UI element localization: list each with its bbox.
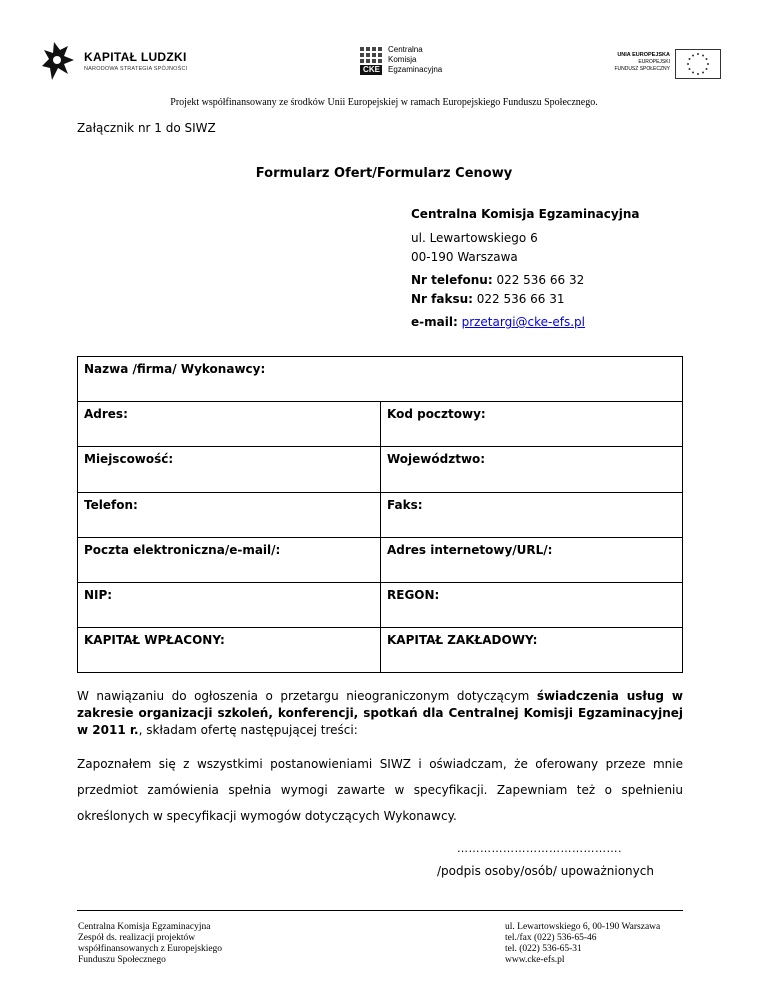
eu-text: UNIA EUROPEJSKA EUROPEJSKI FUNDUSZ SPOŁECZNY xyxy=(614,52,670,72)
province-field[interactable]: Województwo: xyxy=(381,447,683,493)
postal-code-field[interactable]: Kod pocztowy: xyxy=(381,402,683,447)
kapital-ludzki-logo xyxy=(40,40,200,82)
table-row xyxy=(78,402,683,447)
page-title: Formularz Ofert/Formularz Cenowy xyxy=(255,166,513,181)
kapital-ludzki-subtitle: NARODOWA STRATEGIA SPÓJNOŚCI xyxy=(84,66,188,72)
recipient-city: 00-190 Warszawa xyxy=(411,250,518,264)
address-field[interactable]: Adres: xyxy=(78,402,381,447)
footer-divider xyxy=(77,910,683,911)
table-row xyxy=(78,357,683,402)
fax-field[interactable]: Faks: xyxy=(381,493,683,538)
regon-field[interactable]: REGON: xyxy=(381,583,683,628)
intro-paragraph: W nawiązaniu do ogłoszenia o przetargu nieograniczonym dotyczącym świadczenia usług w zakresie organizacji szkoleń, konferencji, spotkań dla Centralnej Komisji Egzaminacyjnej w 2011 r., składam ofertę następującej treści: xyxy=(77,689,684,737)
phone-field[interactable]: Telefon: xyxy=(78,493,381,538)
city-field[interactable]: Miejscowość: xyxy=(78,447,381,493)
email-link[interactable]: przetargi@cke-efs.pl xyxy=(461,315,585,329)
recipient-email: e-mail: przetargi@cke-efs.pl xyxy=(411,315,585,329)
company-name-field[interactable]: Nazwa /firma/ Wykonawcy: xyxy=(78,357,683,402)
nip-field[interactable]: NIP: xyxy=(78,583,381,628)
table-row xyxy=(78,583,683,628)
eu-logo xyxy=(612,49,722,79)
project-note: Projekt współfinansowany ze środków Unii Europejskiej w ramach Europejskiego Funduszu Społecznego. xyxy=(170,97,598,108)
eu-flag-icon xyxy=(675,49,721,79)
declaration-paragraph: Zapoznałem się z wszystkimi postanowieniami SIWZ i oświadczam, że oferowany przeze mnie przedmiot zamówienia spełnia wymogi zawarte w specyfikacji. Zapewniam też o spełnieniu określonych w specyfikacji wymogów dotyczących Wykonawcy. xyxy=(77,757,683,823)
paid-capital-field[interactable]: KAPITAŁ WPŁACONY: xyxy=(78,628,381,673)
kapital-ludzki-emblem-icon xyxy=(40,40,76,82)
cke-logo xyxy=(360,45,470,77)
recipient-street: ul. Lewartowskiego 6 xyxy=(411,231,538,245)
table-row xyxy=(78,538,683,583)
signature-label: /podpis osoby/osób/ upoważnionych xyxy=(437,864,654,878)
email-field[interactable]: Poczta elektroniczna/e-mail/: xyxy=(78,538,381,583)
table-row xyxy=(78,493,683,538)
table-row xyxy=(78,447,683,493)
footer-left: Centralna Komisja Egzaminacyjna Zespół ds. realizacji projektów współfinansowanych z Europejskiego Funduszu Społecznego xyxy=(78,922,223,965)
url-field[interactable]: Adres internetowy/URL/: xyxy=(381,538,683,583)
signature-line[interactable]: ……………………………………. xyxy=(457,842,622,855)
recipient-name: Centralna Komisja Egzaminacyjna xyxy=(411,207,640,221)
table-row xyxy=(78,628,683,673)
recipient-fax: Nr faksu: 022 536 66 31 xyxy=(411,292,565,306)
recipient-phone: Nr telefonu: 022 536 66 32 xyxy=(411,273,585,287)
footer-right: ul. Lewartowskiego 6, 00-190 Warszawa tel./fax (022) 536-65-46 tel. (022) 536-65-31 www.cke-efs.pl xyxy=(505,922,661,965)
cke-badge: CKE xyxy=(363,65,380,74)
contractor-form-table xyxy=(77,356,683,673)
share-capital-field[interactable]: KAPITAŁ ZAKŁADOWY: xyxy=(381,628,683,673)
cke-name: Centralna Komisja Egzaminacyjna xyxy=(388,45,443,74)
attachment-label: Załącznik nr 1 do SIWZ xyxy=(77,121,216,135)
kapital-ludzki-title: KAPITAŁ LUDZKI xyxy=(84,50,187,64)
